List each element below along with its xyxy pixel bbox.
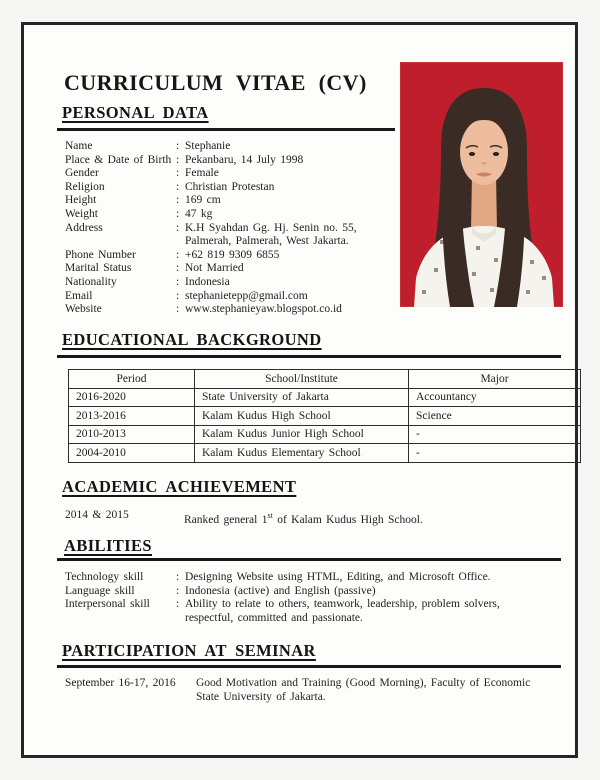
column-header-school: School/Institute xyxy=(195,370,409,389)
field-label: Nationality xyxy=(65,275,117,288)
cell-major: - xyxy=(409,425,581,444)
cell-school: Kalam Kudus Junior High School xyxy=(195,425,409,444)
ability-value: Indonesia (active) and English (passive) xyxy=(185,584,376,597)
ability-value: Designing Website using HTML, Editing, and Microsoft Office. xyxy=(185,571,491,583)
field-value: Pekanbaru, 14 July 1998 xyxy=(185,153,304,166)
field-value xyxy=(185,222,397,249)
field-colon: : xyxy=(176,207,180,220)
personal-field-row xyxy=(65,222,397,249)
personal-field-row xyxy=(65,194,397,208)
cell-major: - xyxy=(409,444,581,463)
field-label: Address xyxy=(65,221,103,234)
seminar-description: Good Motivation and Training (Good Morning), Faculty of Economic State University of Jakarta. xyxy=(196,677,531,703)
column-header-period: Period xyxy=(69,370,195,389)
education-table-header-row xyxy=(69,370,581,389)
field-colon: : xyxy=(176,140,180,152)
personal-data-fields xyxy=(65,140,397,317)
field-label: Marital Status xyxy=(65,262,132,275)
field-colon: : xyxy=(176,194,180,207)
ability-label: Language skill xyxy=(65,584,135,597)
field-value: Female xyxy=(185,167,219,180)
ability-label: Technology skill xyxy=(65,571,144,583)
profile-photo xyxy=(400,62,563,307)
field-label: Email xyxy=(65,289,93,302)
field-colon: : xyxy=(176,248,180,261)
field-colon: : xyxy=(176,262,180,275)
profile-photo-illustration xyxy=(400,62,563,307)
cell-school: Kalam Kudus Elementary School xyxy=(195,444,409,463)
field-value: Christian Protestan xyxy=(185,180,275,193)
section-heading-educational-background: EDUCATIONAL BACKGROUND xyxy=(62,330,322,349)
personal-field-row xyxy=(65,262,397,276)
section-rule xyxy=(57,665,561,668)
cell-period: 2004-2010 xyxy=(69,444,195,463)
achievement-text-post: of Kalam Kudus High School. xyxy=(272,513,423,526)
achievement-period: 2014 & 2015 xyxy=(65,509,129,521)
address-line-2: Palmerah, Palmerah, West Jakarta. xyxy=(185,235,349,248)
ability-row xyxy=(65,585,550,599)
personal-field-row xyxy=(65,154,397,168)
section-heading-academic-achievement: ACADEMIC ACHIEVEMENT xyxy=(62,477,297,496)
field-value: Indonesia xyxy=(185,275,230,288)
field-colon: : xyxy=(176,275,180,288)
section-heading-personal-data: PERSONAL DATA xyxy=(62,103,209,122)
section-rule xyxy=(57,558,561,561)
section-rule xyxy=(57,355,561,358)
field-label: Height xyxy=(65,194,97,207)
personal-field-row xyxy=(65,249,397,263)
education-table-row xyxy=(69,444,581,463)
cell-major: Science xyxy=(409,407,581,426)
personal-field-row xyxy=(65,290,397,304)
ability-row xyxy=(65,598,550,625)
personal-field-row xyxy=(65,181,397,195)
abilities-fields xyxy=(65,571,550,625)
field-colon: : xyxy=(176,289,180,302)
education-table-row xyxy=(69,388,581,407)
field-label: Phone Number xyxy=(65,248,136,261)
section-heading-abilities: ABILITIES xyxy=(64,536,152,555)
field-value: +62 819 9309 6855 xyxy=(185,248,280,261)
field-label: Name xyxy=(65,140,93,152)
field-label: Place & Date of Birth xyxy=(65,153,172,166)
field-label: Weight xyxy=(65,207,98,220)
field-value-website: www.stephanieyaw.blogspot.co.id xyxy=(185,303,342,316)
cell-period: 2013-2016 xyxy=(69,407,195,426)
personal-field-row xyxy=(65,303,397,317)
field-value: 47 kg xyxy=(185,207,213,220)
achievement-entry xyxy=(65,509,545,527)
field-label: Religion xyxy=(65,180,105,193)
education-table-row xyxy=(69,407,581,426)
field-label: Gender xyxy=(65,167,99,180)
field-value: Stephanie xyxy=(185,140,231,152)
cell-school: Kalam Kudus High School xyxy=(195,407,409,426)
field-value-email: stephanietepp@gmail.com xyxy=(185,289,308,302)
ability-row xyxy=(65,571,550,585)
field-value: Not Married xyxy=(185,262,244,275)
seminar-entry xyxy=(65,677,550,704)
field-colon: : xyxy=(176,571,180,583)
personal-field-row xyxy=(65,140,397,154)
personal-field-row xyxy=(65,208,397,222)
field-value: 169 cm xyxy=(185,194,221,207)
seminar-date: September 16-17, 2016 xyxy=(65,677,176,689)
field-colon: : xyxy=(176,303,180,316)
cell-period: 2010-2013 xyxy=(69,425,195,444)
address-line-1: K.H Syahdan Gg. Hj. Senin no. 55, xyxy=(185,221,357,234)
field-colon: : xyxy=(176,221,180,234)
achievement-description xyxy=(184,509,545,527)
ability-label: Interpersonal skill xyxy=(65,598,150,611)
section-heading-participation-seminar: PARTICIPATION AT SEMINAR xyxy=(62,641,316,660)
document-title: CURRICULUM VITAE (CV) xyxy=(64,70,367,95)
field-colon: : xyxy=(176,153,180,166)
cell-major: Accountancy xyxy=(409,388,581,407)
education-table xyxy=(68,369,581,463)
field-colon: : xyxy=(176,598,180,611)
achievement-text-pre: Ranked general 1 xyxy=(184,513,268,526)
ability-value: Ability to relate to others, teamwork, leadership, problem solvers, respectful, committed and passionate. xyxy=(185,598,500,624)
section-rule xyxy=(57,128,395,131)
field-colon: : xyxy=(176,584,180,597)
field-label: Website xyxy=(65,303,102,316)
column-header-major: Major xyxy=(409,370,581,389)
personal-field-row xyxy=(65,276,397,290)
field-colon: : xyxy=(176,167,180,180)
personal-field-row xyxy=(65,167,397,181)
cell-period: 2016-2020 xyxy=(69,388,195,407)
education-table-row xyxy=(69,425,581,444)
field-colon: : xyxy=(176,180,180,193)
cell-school: State University of Jakarta xyxy=(195,388,409,407)
achievement-ordinal-suffix: st xyxy=(267,511,273,520)
